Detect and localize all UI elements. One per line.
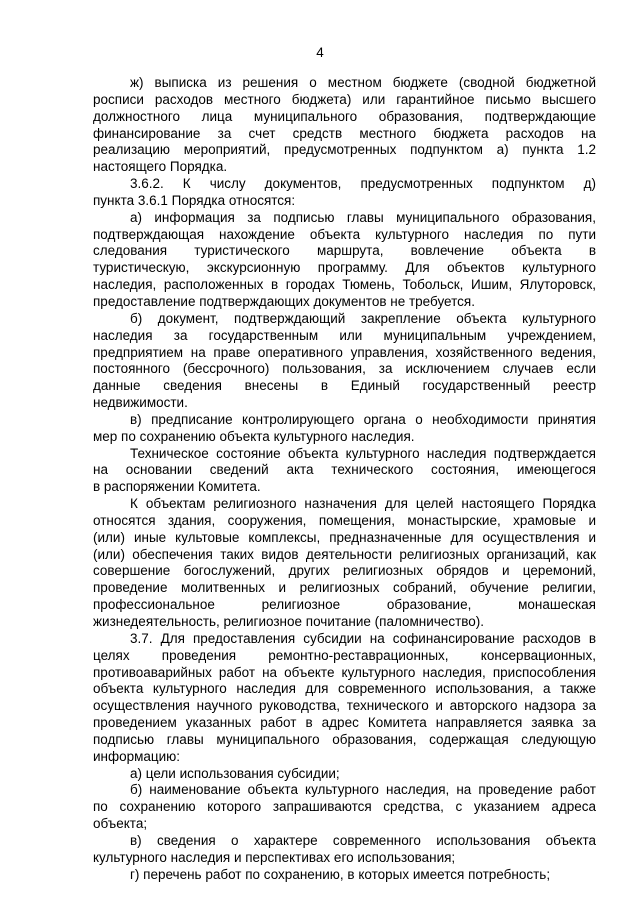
text-line: информацию:: [93, 748, 181, 764]
text-line: реализацию мероприятий, предусмотренных подпунктом а) пункта 1.2: [93, 142, 596, 158]
text-line: туристическую, экскурсионную программу. Для объектов культурного: [93, 260, 596, 276]
document-body: [93, 75, 596, 884]
text-line: б) наименование объекта культурного наследия, на проведение работ: [130, 782, 596, 798]
text-line: должностного лица муниципального образования, подтверждающие: [93, 108, 596, 124]
text-line: объекта;: [93, 816, 148, 832]
paragraph: [93, 496, 596, 631]
text-line: в) предписание контролирующего органа о необходимости принятия: [130, 411, 596, 427]
text-line: противоаварийных работ на объекте культурного наследия, приспособления: [93, 664, 596, 680]
text-line: б) документ, подтверждающий закрепление объекта культурного: [130, 310, 596, 326]
text-line: мер по сохранению объекта культурного наследия.: [93, 428, 415, 444]
text-line: в распоряжении Комитета.: [93, 479, 261, 495]
text-line: а) информация за подписью главы муниципального образования,: [130, 209, 596, 225]
text-line: целях проведения ремонтно-реставрационных, консервационных,: [93, 647, 596, 663]
text-line: в) сведения о характере современного использования объекта: [130, 832, 596, 848]
text-line: следования туристического маршрута, вовлечение объекта в: [93, 243, 596, 259]
text-line: подписью главы муниципального образования, содержащая следующую: [93, 731, 596, 747]
text-line: проведением указанных работ в адрес Комитета направляется заявка за: [93, 715, 596, 731]
text-line: проведение молитвенных и религиозных собраний, обучение религии,: [93, 580, 596, 596]
text-line: совершение богослужений, других религиозных обрядов и церемоний,: [93, 563, 596, 579]
paragraph: [93, 782, 596, 833]
text-line: недвижимости.: [93, 395, 188, 411]
paragraph: [93, 176, 596, 210]
text-line: ж) выписка из решения о местном бюджете (сводной бюджетной: [130, 75, 596, 90]
text-line: финансирование за счет средств местного бюджета расходов на: [93, 125, 596, 141]
text-line: предоставление подтверждающих документов не требуется.: [93, 293, 475, 309]
paragraph: [93, 412, 596, 446]
text-line: подтверждающая нахождение объекта культурного наследия по пути: [93, 226, 596, 242]
text-line: относятся здания, сооружения, помещения, монастырские, храмовые и: [93, 512, 596, 528]
text-line: наследия за государственным или муниципальным учреждением,: [93, 327, 596, 343]
text-line: по сохранению которого запрашиваются средства, с указанием адреса: [93, 799, 596, 815]
text-line: наследия, расположенных в городах Тюмень, Тобольск, Ишим, Ялуторовск,: [93, 277, 596, 293]
text-line: предприятием на праве оперативного управления, хозяйственного ведения,: [93, 344, 596, 360]
text-line: К объектам религиозного назначения для целей настоящего Порядка: [130, 496, 596, 512]
text-line: 3.6.2. К числу документов, предусмотренных подпунктом д): [130, 176, 596, 192]
text-line: культурного наследия и перспективах его использования;: [93, 849, 456, 865]
paragraph: [93, 446, 596, 497]
text-line: объекта культурного наследия для современного использования, а также: [93, 681, 596, 697]
text-line: на основании сведений акта технического состояния, имеющегося: [93, 462, 596, 478]
paragraph: [93, 867, 596, 884]
text-line: профессиональное религиозное образование, монашеская: [93, 597, 596, 613]
paragraph: [93, 766, 596, 783]
text-line: данные сведения внесены в Единый государственный реестр: [93, 378, 596, 394]
text-line: настоящего Порядка.: [93, 159, 228, 175]
text-line: (или) иные культовые комплексы, предназначенные для осуществления и: [93, 529, 596, 545]
text-line: осуществления научного руководства, технического и авторского надзора за: [93, 698, 596, 714]
paragraph: [93, 631, 596, 766]
text-line: пункта 3.6.1 Порядка относятся:: [93, 192, 296, 208]
paragraph: [93, 75, 596, 176]
text-line: 3.7. Для предоставления субсидии на софинансирование расходов в: [130, 630, 596, 646]
text-line: жизнедеятельность, религиозное почитание (паломничество).: [93, 614, 485, 629]
paragraph: [93, 311, 596, 412]
text-line: Техническое состояние объекта культурного наследия подтверждается: [130, 445, 596, 461]
text-line: а) цели использования субсидии;: [130, 765, 340, 781]
text-line: г) перечень работ по сохранению, в которых имеется потребность;: [130, 866, 551, 882]
text-line: постоянного (бессрочного) пользования, за исключением случаев если: [93, 361, 596, 377]
page-number: 4: [316, 45, 324, 60]
paragraph: [93, 833, 596, 867]
text-line: росписи расходов местного бюджета) или гарантийное письмо высшего: [93, 91, 596, 107]
paragraph: [93, 210, 596, 311]
text-line: (или) обеспечения таких видов деятельности религиозных организаций, как: [93, 546, 596, 562]
